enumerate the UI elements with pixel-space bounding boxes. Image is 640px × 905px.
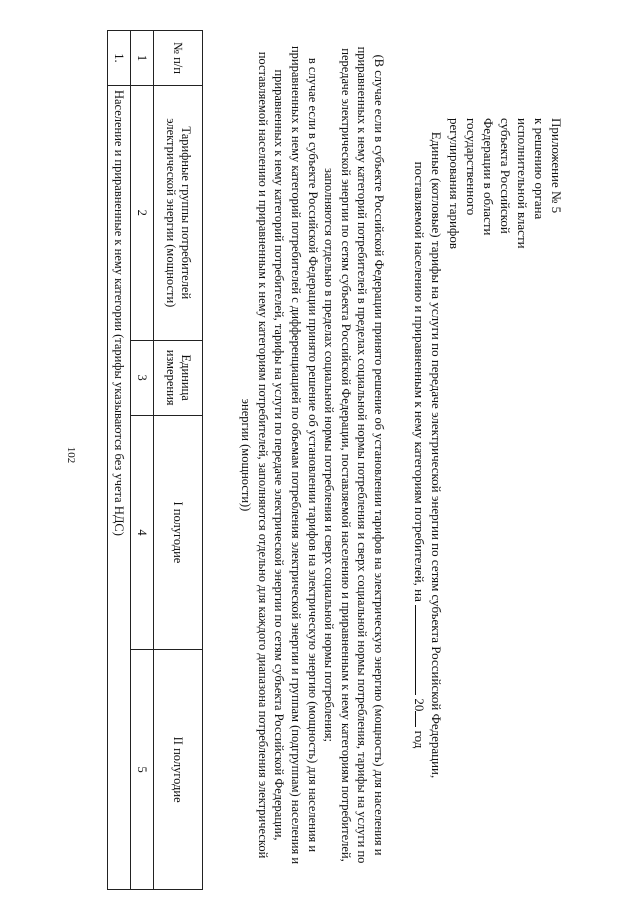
document-page [95,0,565,900]
annex-line: регулирования тарифов [447,118,462,249]
annex-line: Федерации в области [481,118,496,236]
table-row [108,31,131,890]
row-number: 1. [108,31,131,86]
explanatory-note [238,40,387,870]
annex-line: субъекта Российской [498,118,513,234]
annex-line: к решению органа [532,118,547,220]
column-number: 4 [131,415,154,650]
title-line-2 [411,40,428,870]
note-paragraph-1: (В случае если в субъекте Российской Федерации принято решение об установлении тарифов на электрическую энергию (мощность) для населения и приравненных к нему категорий потребителей в пределах социальной нормы потребления и сверх социальной нормы потребления, тарифы на услуги по передаче электрической энергии по сетям субъекта Российской Федерации, поставляемой населению и приравненным к нему категориям потребителей, заполняются отдельно в пределах социальной нормы потребления и сверх социальной нормы потребления; [322,46,386,864]
column-number: 3 [131,340,154,415]
tariff-table [107,30,203,890]
header-first-half: I полугодие [154,415,203,650]
header-second-half: II полугодие [154,650,203,890]
category-label: Население и приравненные к нему категории (тарифы указываются без учета НДС) [108,85,131,889]
year-blank [415,711,416,727]
annex-header [446,118,565,348]
title-line-2-text: поставляемой населению и приравненным к нему категориям потребителей, на [412,161,427,602]
note-paragraph-2: в случае если в субъекте Российской Федерации принято решение об установлении тарифов на электрическую энергию (мощность) для населения и приравненных к нему категорий потребителей с дифференциацией по объемам потребления электрической энергии и группам (подгруппам) населения и приравненных к нему категорий потребителей, тарифы на услуги по передаче электрической энергии по сетям субъекта Российской Федерации, поставляемой населению и приравненным к нему категориям потребителей, заполняются отдельно для каждого диапазона потребления электрической энергии (мощности)) [239,45,320,865]
year-prefix: 20 [412,698,427,712]
year-suffix: год [412,730,427,749]
title-line-1: Единые (котловые) тарифы на услуги по передаче электрической энергии по сетям субъекта Российской Федерации, [429,131,444,779]
column-number: 5 [131,650,154,890]
column-number-row [131,31,154,890]
table-header-row [154,31,203,890]
column-number: 1 [131,31,154,86]
annex-line: государственного [464,118,479,216]
date-blank [415,605,416,695]
page-number: 102 [65,446,77,464]
annex-line: Приложение № 5 [549,118,564,214]
header-number: № п/п [154,31,203,86]
document-title [411,40,445,870]
annex-line: исполнительной власти [515,118,530,249]
column-number: 2 [131,85,154,340]
header-unit: Единица измерения [154,340,203,415]
header-tariff-groups: Тарифные группы потребителей электрической энергии (мощности) [154,85,203,340]
